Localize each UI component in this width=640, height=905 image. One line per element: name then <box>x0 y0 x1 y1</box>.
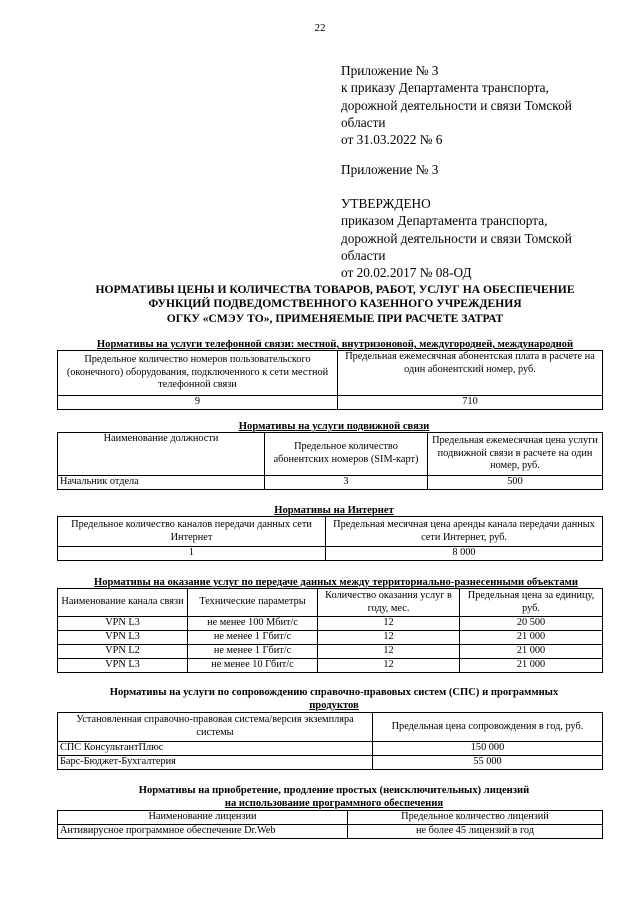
table-row <box>58 742 603 756</box>
appendix-title: Приложение № 3 <box>341 162 439 177</box>
approved-line: УТВЕРЖДЕНО <box>341 196 431 211</box>
appendix-line: Приложение № 3 <box>341 63 439 78</box>
appendix-line: к приказу Департамента транспорта, <box>341 80 549 96</box>
table-header-cell: Предельная месячная цена аренды канала передачи данных сети Интернет, руб. <box>326 517 603 547</box>
table-header-cell: Установленная справочно-правовая система/версия экземпляра системы <box>58 713 373 742</box>
table-cell: Антивирусное программное обеспечение Dr.Web <box>58 825 348 839</box>
table-row <box>58 645 603 659</box>
table-cell: 500 <box>428 476 603 490</box>
table-header-row <box>58 713 603 742</box>
phone-section-title: Нормативы на услуги телефонной связи: местной, внутризоновой, междугородней, международной <box>96 339 574 350</box>
table-row <box>58 547 603 561</box>
internet-section-title: Нормативы на Интернет <box>274 505 394 516</box>
main-title-line: ФУНКЦИЙ ПОДВЕДОМСТВЕННОГО КАЗЕННОГО УЧРЕЖДЕНИЯ <box>148 297 522 311</box>
table-cell: 8 000 <box>326 547 603 561</box>
data-transfer-table <box>57 588 603 673</box>
appendix-block <box>341 62 572 148</box>
mobile-section-title: Нормативы на услуги подвижной связи <box>238 421 430 432</box>
table-cell: VPN L2 <box>58 645 188 659</box>
table-cell: 21 000 <box>460 631 603 645</box>
sps-table <box>57 712 603 770</box>
table-header-row <box>58 589 603 617</box>
table-header-row <box>58 433 603 476</box>
licenses-section-title-cont: на использование программного обеспечения <box>224 798 444 809</box>
table-header-cell: Предельная ежемесячная цена услуги подвижной связи в расчете на один номер, руб. <box>428 433 603 476</box>
table-cell: 55 000 <box>373 756 603 770</box>
table-cell: 150 000 <box>373 742 603 756</box>
table-row <box>58 476 603 490</box>
table-cell: 710 <box>338 396 603 410</box>
appendix-line: области <box>341 114 386 130</box>
table-header-cell: Предельное количество абонентских номеров (SIM-карт) <box>265 433 428 476</box>
table-cell: 21 000 <box>460 659 603 673</box>
main-title-line: НОРМАТИВЫ ЦЕНЫ И КОЛИЧЕСТВА ТОВАРОВ, РАБОТ, УСЛУГ НА ОБЕСПЕЧЕНИЕ <box>95 283 575 296</box>
table-header-cell: Предельная ежемесячная абонентская плата в расчете на один абонентский номер, руб. <box>338 351 603 396</box>
table-row <box>58 756 603 770</box>
licenses-section-title: Нормативы на приобретение, продление простых (неисключительных) лицензий <box>138 785 530 796</box>
page-number: 22 <box>314 22 326 34</box>
approved-line: приказом Департамента транспорта, <box>341 213 548 229</box>
table-cell: 12 <box>318 659 460 673</box>
table-cell: Начальник отдела <box>58 476 265 490</box>
approved-line: дорожной деятельности и связи Томской <box>341 230 572 246</box>
approved-line: области <box>341 247 386 263</box>
table-row <box>58 825 603 839</box>
table-cell: VPN L3 <box>58 659 188 673</box>
table-header-cell: Технические параметры <box>188 589 318 617</box>
table-cell: не менее 1 Гбит/с <box>188 645 318 659</box>
appendix-line: дорожной деятельности и связи Томской <box>341 97 572 113</box>
table-header-cell: Предельное количество каналов передачи данных сети Интернет <box>58 517 326 547</box>
table-row <box>58 659 603 673</box>
licenses-table <box>57 810 603 839</box>
table-cell: VPN L3 <box>58 631 188 645</box>
table-cell: 3 <box>265 476 428 490</box>
table-header-cell: Наименование должности <box>58 433 265 476</box>
table-header-cell: Наименование лицензии <box>58 811 348 825</box>
phone-table <box>57 350 603 410</box>
appendix-line: от 31.03.2022 № 6 <box>341 132 443 148</box>
table-row <box>58 631 603 645</box>
table-cell: 12 <box>318 645 460 659</box>
table-cell: VPN L3 <box>58 617 188 631</box>
table-cell: 21 000 <box>460 645 603 659</box>
table-header-row <box>58 517 603 547</box>
table-header-cell: Количество оказания услуг в году, мес. <box>318 589 460 617</box>
table-row <box>58 617 603 631</box>
table-header-cell: Предельное количество лицензий <box>348 811 603 825</box>
sps-section-title: Нормативы на услуги по сопровождению справочно-правовых систем (СПС) и программных <box>109 687 559 698</box>
table-header-row <box>58 811 603 825</box>
table-cell: не менее 1 Гбит/с <box>188 631 318 645</box>
table-header-cell: Предельное количество номеров пользовательского (оконечного) оборудования, подключенного к сети местной телефонной связи <box>58 351 338 396</box>
table-cell: не менее 100 Мбит/с <box>188 617 318 631</box>
table-header-row <box>58 351 603 396</box>
table-cell: не более 45 лицензий в год <box>348 825 603 839</box>
internet-table <box>57 516 603 561</box>
sps-section-title-cont: продуктов <box>309 700 359 711</box>
table-header-cell: Предельная цена сопровождения в год, руб. <box>373 713 603 742</box>
main-title-line: ОГКУ «СМЭУ ТО», ПРИМЕНЯЕМЫЕ ПРИ РАСЧЕТЕ ЗАТРАТ <box>166 311 504 325</box>
table-cell: Барс-Бюджет-Бухгалтерия <box>58 756 373 770</box>
data-transfer-section-title: Нормативы на оказание услуг по передаче данных между территориально-разнесенными объектами <box>94 577 578 588</box>
table-cell: 12 <box>318 617 460 631</box>
table-cell: СПС КонсультантПлюс <box>58 742 373 756</box>
main-title <box>60 283 610 326</box>
table-cell: 12 <box>318 631 460 645</box>
table-row <box>58 396 603 410</box>
table-header-cell: Предельная цена за единицу, руб. <box>460 589 603 617</box>
approved-block <box>341 195 572 281</box>
table-cell: не менее 10 Гбит/с <box>188 659 318 673</box>
table-header-cell: Наименование канала связи <box>58 589 188 617</box>
approved-line: от 20.02.2017 № 08-ОД <box>341 265 472 281</box>
table-cell: 1 <box>58 547 326 561</box>
table-cell: 9 <box>58 396 338 410</box>
mobile-table <box>57 432 603 490</box>
table-cell: 20 500 <box>460 617 603 631</box>
